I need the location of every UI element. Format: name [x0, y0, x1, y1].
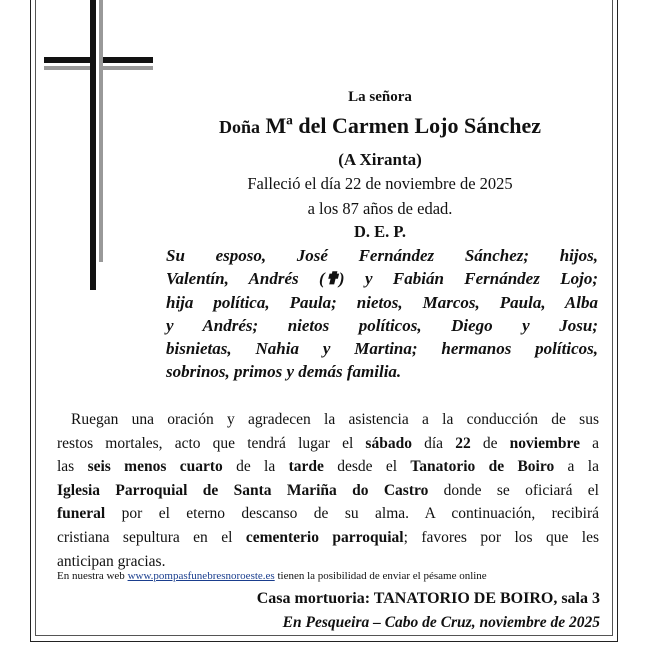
web-suffix: tienen la posibilidad de enviar el pésame online	[274, 570, 487, 582]
funeral-home-line: Casa mortuoria: TANATORIO DE BOIRO, sala 3	[256, 590, 600, 607]
death-date-text: Falleció el día 22 de noviembre de 2025	[247, 174, 513, 193]
family-line: Valentín, Andrés (✟) y Fabián Fernández Lojo;	[166, 269, 598, 289]
family-line: sobrinos, primos y demás familia.	[166, 362, 402, 382]
alias-text: (A Xiranta)	[338, 150, 422, 169]
body-line: funeral por el eterno descanso de su alma. A continuación, recibirá	[57, 505, 599, 523]
intro-text: La señora	[348, 89, 412, 105]
body-line: Ruegan una oración y agradecen la asistencia a la conducción de sus	[71, 411, 599, 428]
portrait-photo	[323, 0, 463, 82]
family-line: Su esposo, José Fernández Sánchez; hijos,	[166, 246, 598, 265]
place-date-line: En Pesqueira – Cabo de Cruz, noviembre de 2025	[282, 614, 600, 631]
body-line: anticipan gracias.	[57, 552, 166, 570]
name-prefix: Doña	[219, 117, 261, 137]
family-line: hija política, Paula; nietos, Marcos, Paula, Alba	[166, 292, 598, 312]
deceased-name	[160, 113, 600, 139]
family-line: y Andrés; nietos políticos, Diego y Josu;	[166, 315, 598, 335]
web-prefix: En nuestra web	[57, 570, 128, 582]
body-line: las seis menos cuarto de la tarde desde el Tanatorio de Boiro a la	[57, 458, 599, 476]
web-note	[57, 570, 597, 582]
body-line: cristiana sepultura en el cementerio parroquial; favores por los que les	[57, 528, 599, 546]
service-paragraph	[57, 408, 599, 573]
family-line: bisnietas, Nahia y Martina; hermanos políticos,	[166, 339, 598, 359]
family-paragraph	[166, 244, 598, 384]
name-text: Mª del Carmen Lojo Sánchez	[265, 113, 541, 138]
age-text: a los 87 años de edad.	[307, 199, 453, 218]
body-line: Iglesia Parroquial de Santa Mariña do Castro donde se oficiará el	[57, 481, 599, 499]
website-link[interactable]: www.pompasfunebresnoroeste.es	[127, 570, 275, 582]
cross-icon	[44, 0, 156, 300]
body-line: restos mortales, acto que tendrá lugar el sábado día 22 de noviembre a	[57, 434, 599, 452]
dep-text: D. E. P.	[353, 222, 407, 241]
